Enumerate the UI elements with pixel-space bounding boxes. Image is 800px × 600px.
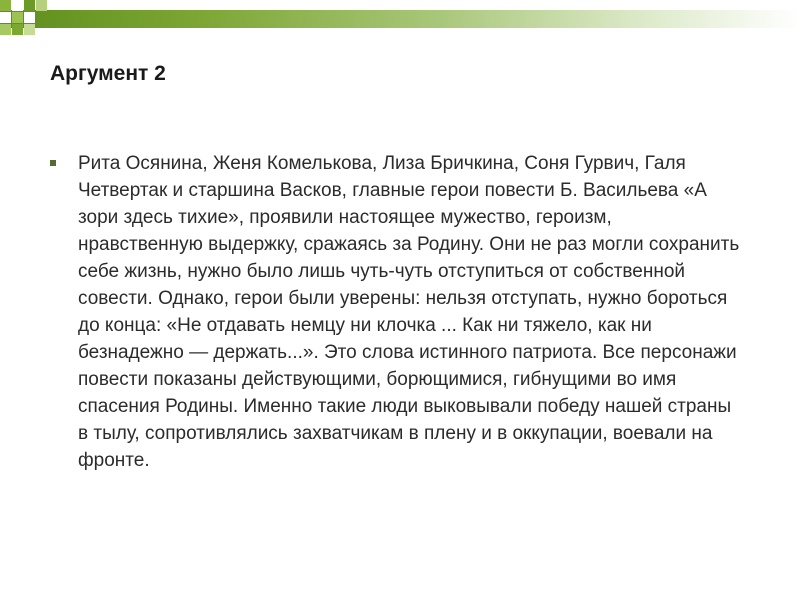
square-bullet-icon [50,160,56,166]
decor-square [36,0,47,11]
decor-square [24,24,35,35]
bullet-item [50,150,740,474]
decor-square [0,12,11,23]
decor-square [12,24,23,35]
decor-square [12,12,23,23]
bullet-text: Рита Осянина, Женя Комелькова, Лиза Бричкина, Соня Гурвич, Галя Четвертак и старшина Васков, главные герои повести Б. Васильева «А зори здесь тихие», проявили настоящее мужество, героизм, нравственную выдержку, сражаясь за Родину. Они не раз могли сохранить себе жизнь, нужно было лишь чуть-чуть отступиться от собственной совести. Однако, герои были уверены: нельзя отступать, нужно бороться до конца: «Не отдавать немцу ни клочка ... Как ни тяжело, как ни безнадежно — держать...». Это слова истинного патриота. Все персонажи повести показаны действующими, борющимися, гибнущими во имя спасения Родины. Именно такие люди выковывали победу нашей страны в тылу, сопротивлялись захватчикам в плену и в оккупации, воевали на фронте. [78,153,740,471]
decor-square [12,0,23,11]
slide-title: Аргумент 2 [50,62,166,85]
decor-square [0,24,11,35]
decor-square [0,0,11,11]
decor-square [24,12,35,23]
decor-square [24,0,35,11]
header-gradient-band [0,10,800,28]
slide-content [50,150,740,474]
